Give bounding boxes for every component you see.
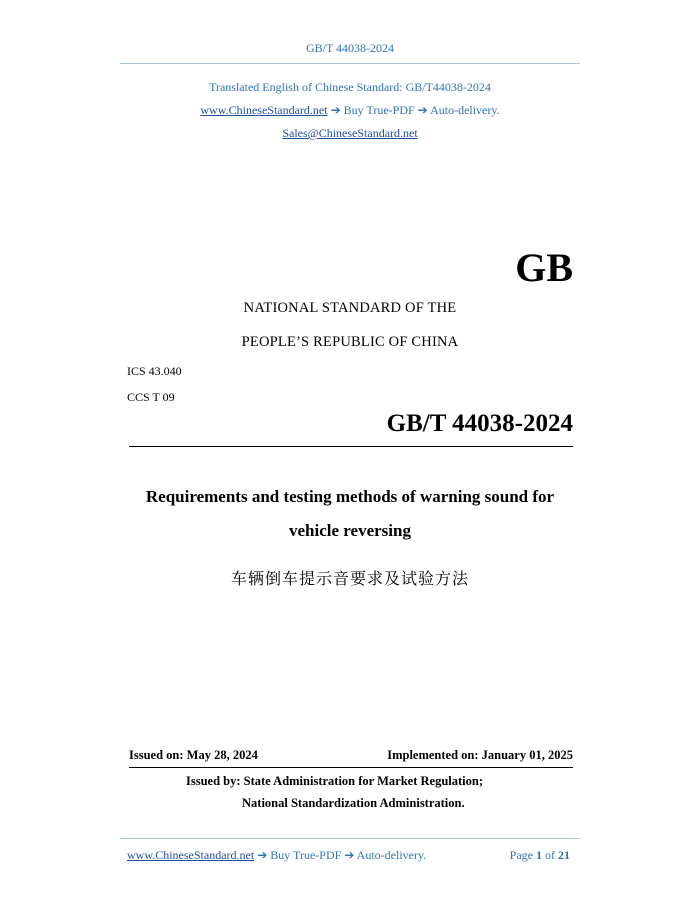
title-english-line-2: vehicle reversing <box>289 521 411 540</box>
buy-text: ➔ Buy True-PDF ➔ Auto-delivery. <box>327 103 500 117</box>
footer-promo <box>127 848 426 863</box>
title-english-line-1: Requirements and testing methods of warning sound for <box>145 487 555 506</box>
footer-divider <box>120 838 580 839</box>
page-of: of <box>542 848 558 862</box>
gb-logo: GB <box>515 245 573 290</box>
dates-rule <box>129 767 573 768</box>
national-standard-line-1: NATIONAL STANDARD OF THE <box>243 300 457 316</box>
page-total: 21 <box>558 848 570 862</box>
page-number <box>510 848 570 863</box>
issued-by-line-1: Issued by: State Administration for Market Regulation; <box>186 774 483 788</box>
ccs-code: CCS T 09 <box>127 390 175 404</box>
email-link[interactable]: Sales@ChineseStandard.net <box>282 126 418 140</box>
header-title: GB/T 44038-2024 <box>305 41 395 55</box>
footer-buy-text: ➔ Buy True-PDF ➔ Auto-delivery. <box>254 848 427 862</box>
issued-by-line-2: National Standardization Administration. <box>242 796 465 810</box>
translated-notice: Translated English of Chinese Standard: GB/T44038-2024 <box>209 80 491 94</box>
header-divider <box>120 63 580 64</box>
issued-date: Issued on: May 28, 2024 <box>129 748 258 762</box>
promo-line <box>0 103 700 118</box>
national-standard-line-2: PEOPLE’S REPUBLIC OF CHINA <box>241 334 459 350</box>
page-current: 1 <box>536 848 542 862</box>
footer-site-link[interactable]: www.ChineseStandard.net <box>127 848 255 862</box>
page-prefix: Page <box>509 848 536 862</box>
standard-number-rule <box>129 446 573 447</box>
ics-code: ICS 43.040 <box>127 364 182 378</box>
email-line <box>0 126 700 141</box>
title-chinese: 车辆倒车提示音要求及试验方法 <box>230 569 469 588</box>
standard-number: GB/T 44038-2024 <box>386 410 573 437</box>
implemented-date: Implemented on: January 01, 2025 <box>387 748 573 762</box>
site-link[interactable]: www.ChineseStandard.net <box>200 103 328 117</box>
